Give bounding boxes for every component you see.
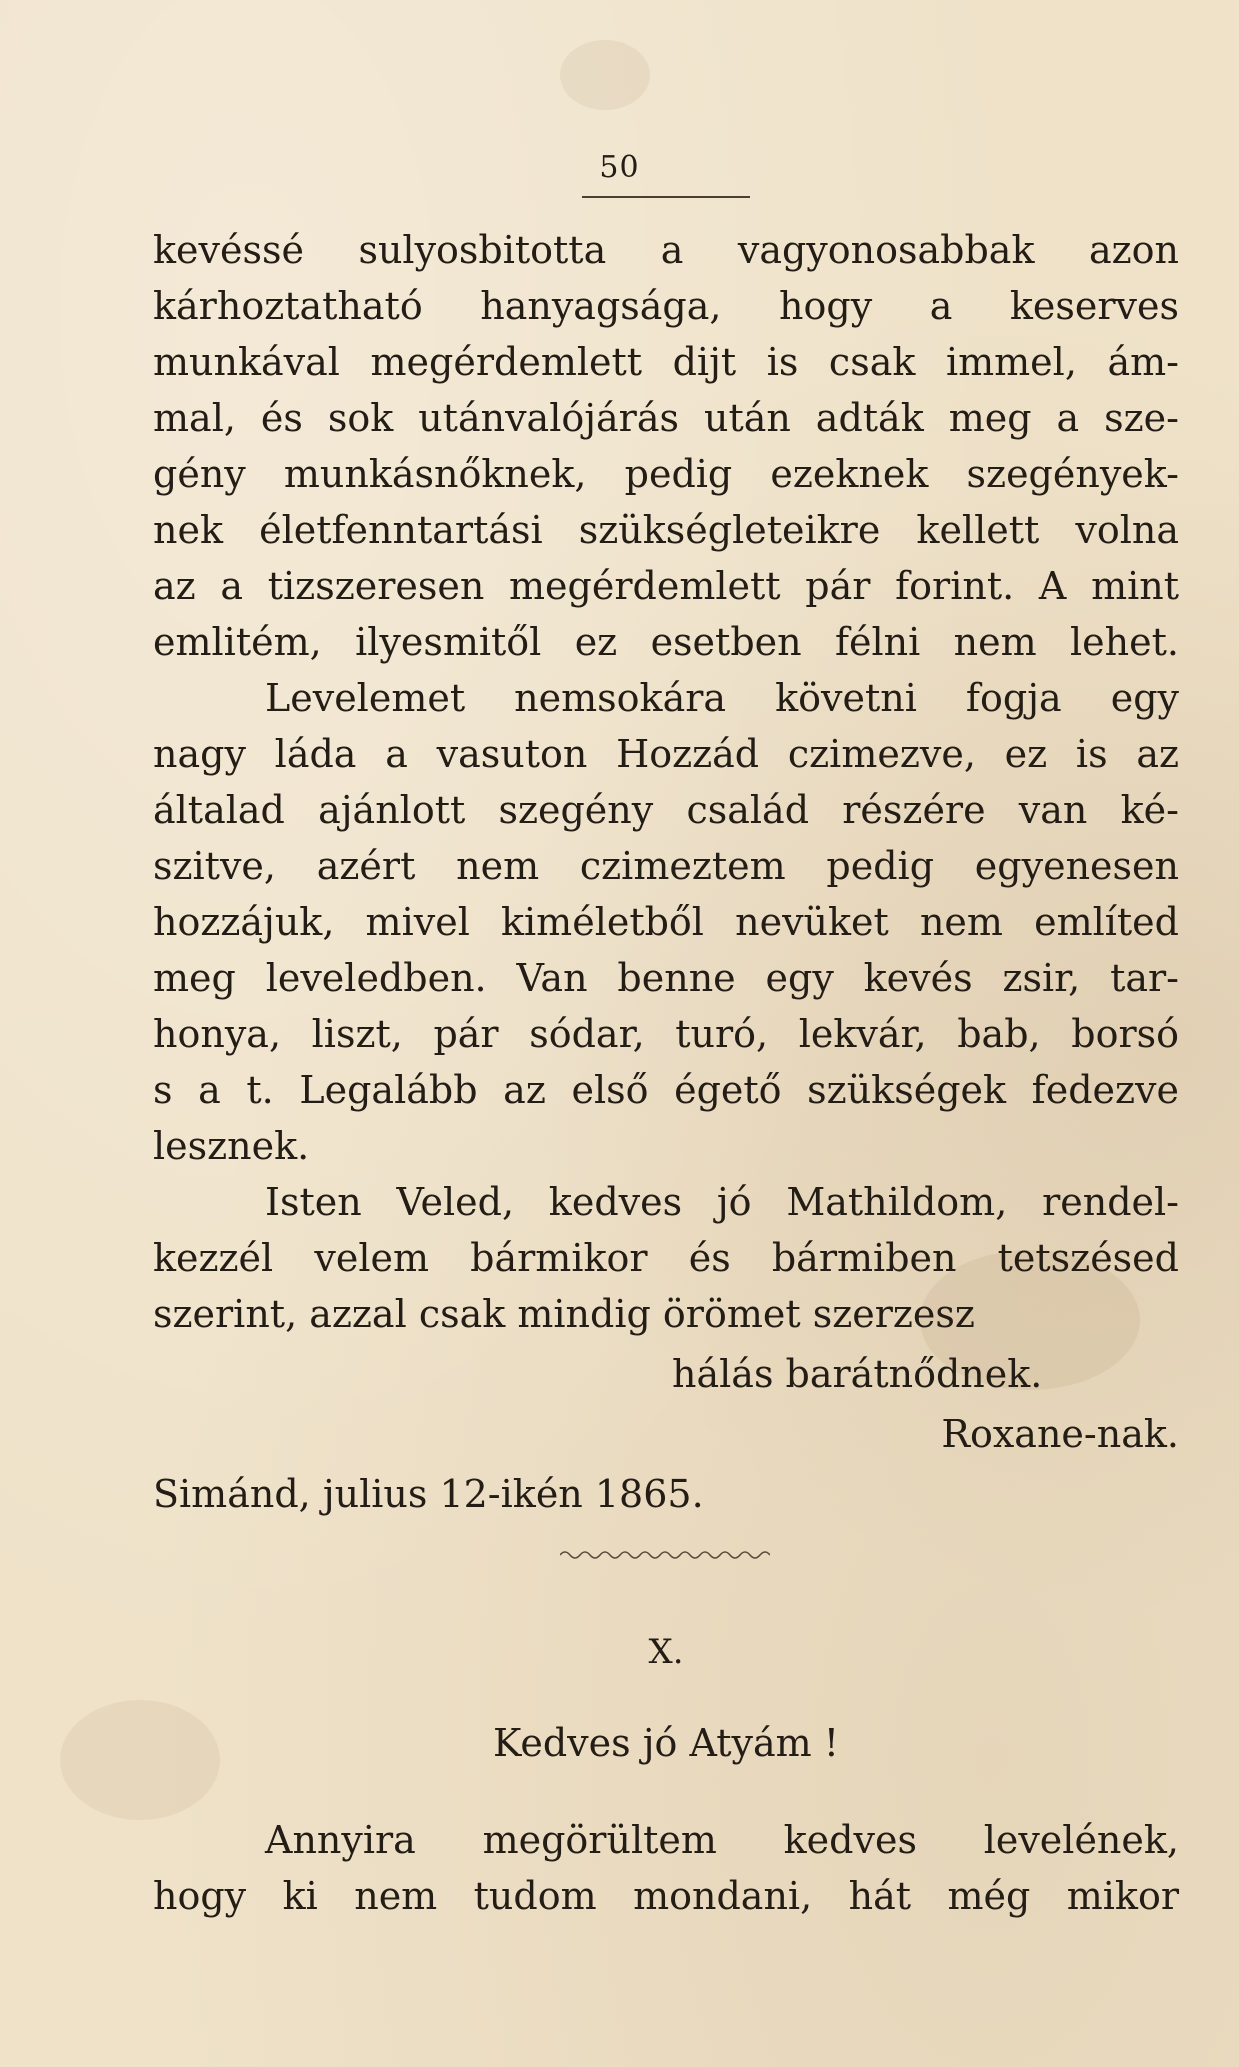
text-line: munkával megérdemlett dijt is csak immel, ám- xyxy=(153,340,1179,384)
text-line: hogy ki nem tudom mondani, hát még mikor xyxy=(153,1874,1179,1918)
text-line: gény munkásnőknek, pedig ezeknek szegények- xyxy=(153,452,1179,496)
text-line: az a tizszeresen megérdemlett pár forint. A mint xyxy=(153,564,1179,608)
text-line: hozzájuk, mivel kiméletből nevüket nem említed xyxy=(153,900,1179,944)
text-line: honya, liszt, pár sódar, turó, lekvár, bab, borsó xyxy=(153,1012,1179,1056)
text-line: kárhoztatható hanyagsága, hogy a keserves xyxy=(153,284,1179,328)
text-line: szitve, azért nem czimeztem pedig egyenesen xyxy=(153,844,1179,888)
text-line: lesznek. xyxy=(153,1124,310,1168)
salutation: Kedves jó Atyám ! xyxy=(492,1721,839,1765)
text-line: Annyira megörültem kedves levelének, xyxy=(265,1818,1179,1862)
text-line: nagy láda a vasuton Hozzád czimezve, ez is az xyxy=(153,732,1179,776)
text-line: emlitém, ilyesmitől ez esetben félni nem lehet. xyxy=(153,620,1179,664)
text-line: s a t. Legalább az első égető szükségek fedezve xyxy=(153,1068,1179,1112)
text-line: Levelemet nemsokára követni fogja egy xyxy=(265,676,1179,720)
text-line: általad ajánlott szegény család részére van ké- xyxy=(153,788,1179,832)
ornamental-divider xyxy=(560,1548,770,1562)
closing-line: hálás barátnődnek. xyxy=(672,1352,1043,1396)
text-line: nek életfenntartási szükségleteikre kellett volna xyxy=(153,508,1179,552)
page-number: 50 xyxy=(599,150,640,185)
section-number: X. xyxy=(648,1632,684,1672)
header-rule xyxy=(582,196,750,198)
dateline: Simánd, julius 12-ikén 1865. xyxy=(153,1472,704,1516)
text-line: meg leveledben. Van benne egy kevés zsir, tar- xyxy=(153,956,1179,1000)
text-line: kezzél velem bármikor és bármiben tetszésed xyxy=(153,1236,1179,1280)
text-line: mal, és sok utánvalójárás után adták meg a sze- xyxy=(153,396,1179,440)
text-line: Isten Veled, kedves jó Mathildom, rendel- xyxy=(265,1180,1179,1224)
text-line: szerint, azzal csak mindig örömet szerzesz xyxy=(153,1292,975,1336)
text-line: kevéssé sulyosbitotta a vagyonosabbak azon xyxy=(153,228,1179,272)
signature: Roxane-nak. xyxy=(941,1412,1179,1456)
paper-stain xyxy=(560,40,650,110)
